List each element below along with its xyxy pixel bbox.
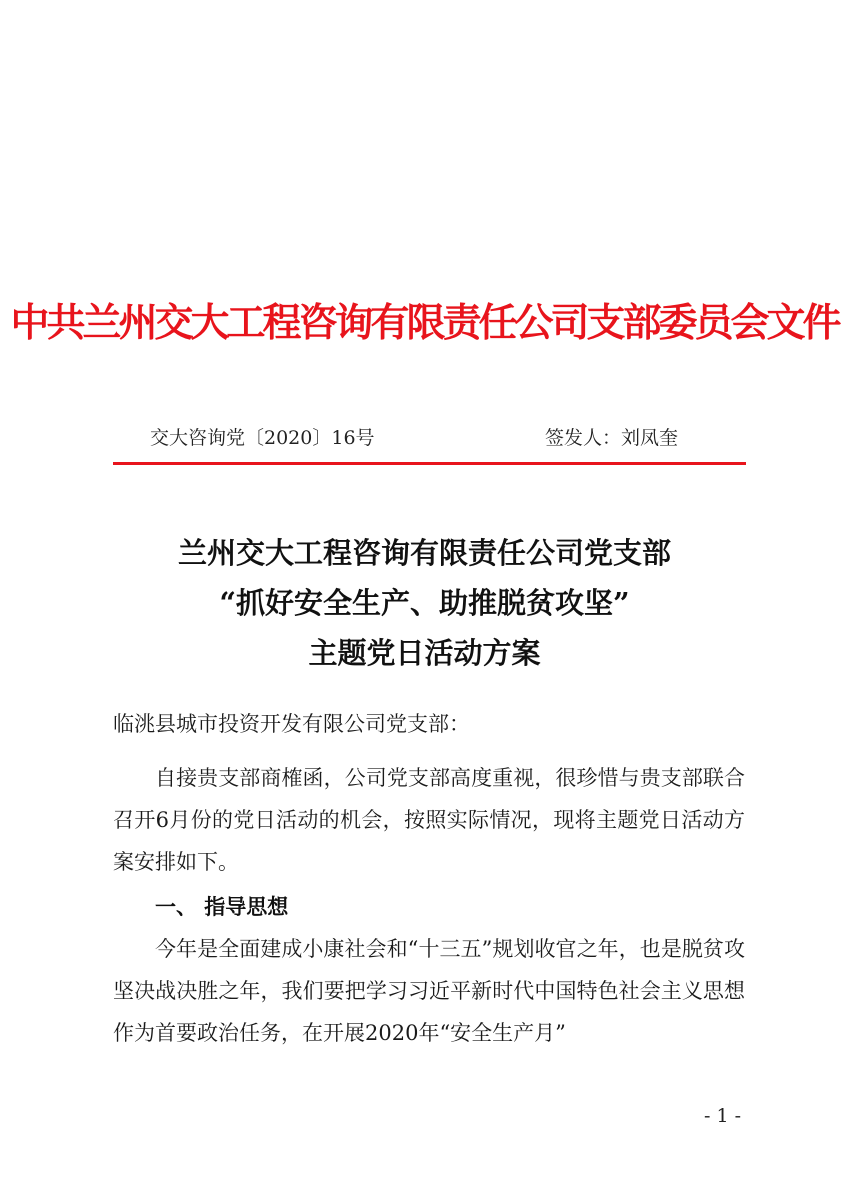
title-line-1: 兰州交大工程咨询有限责任公司党支部 bbox=[177, 536, 671, 570]
document-title bbox=[0, 528, 849, 678]
paragraph-guiding-ideology: 今年是全面建成小康社会和“十三五”规划收官之年，也是脱贫攻坚决战决胜之年，我们要把学习习近平新时代中国特色社会主义思想作为首要政治任务，在开展2020年“安全生产月” bbox=[113, 937, 745, 1045]
document-header-title: 中共兰州交大工程咨询有限责任公司支部委员会文件 bbox=[10, 300, 839, 346]
issuer-signature: 签发人：刘凤奎 bbox=[545, 427, 679, 449]
page-number: - 1 - bbox=[703, 1105, 741, 1127]
addressee: 临洮县城市投资开发有限公司党支部： bbox=[113, 712, 470, 736]
document-number: 交大咨询党〔2020〕16号 bbox=[150, 427, 375, 449]
document-number-row bbox=[150, 420, 710, 456]
red-divider bbox=[113, 462, 746, 465]
paragraph-intro: 自接贵支部商榷函，公司党支部高度重视，很珍惜与贵支部联合召开6月份的党日活动的机会，按照实际情况，现将主题党日活动方案安排如下。 bbox=[113, 766, 745, 874]
section-heading-guiding-ideology: 一、 指导思想 bbox=[155, 895, 289, 919]
title-line-2: “抓好安全生产、助推脱贫攻坚” bbox=[219, 586, 630, 620]
title-line-3: 主题党日活动方案 bbox=[308, 636, 541, 670]
